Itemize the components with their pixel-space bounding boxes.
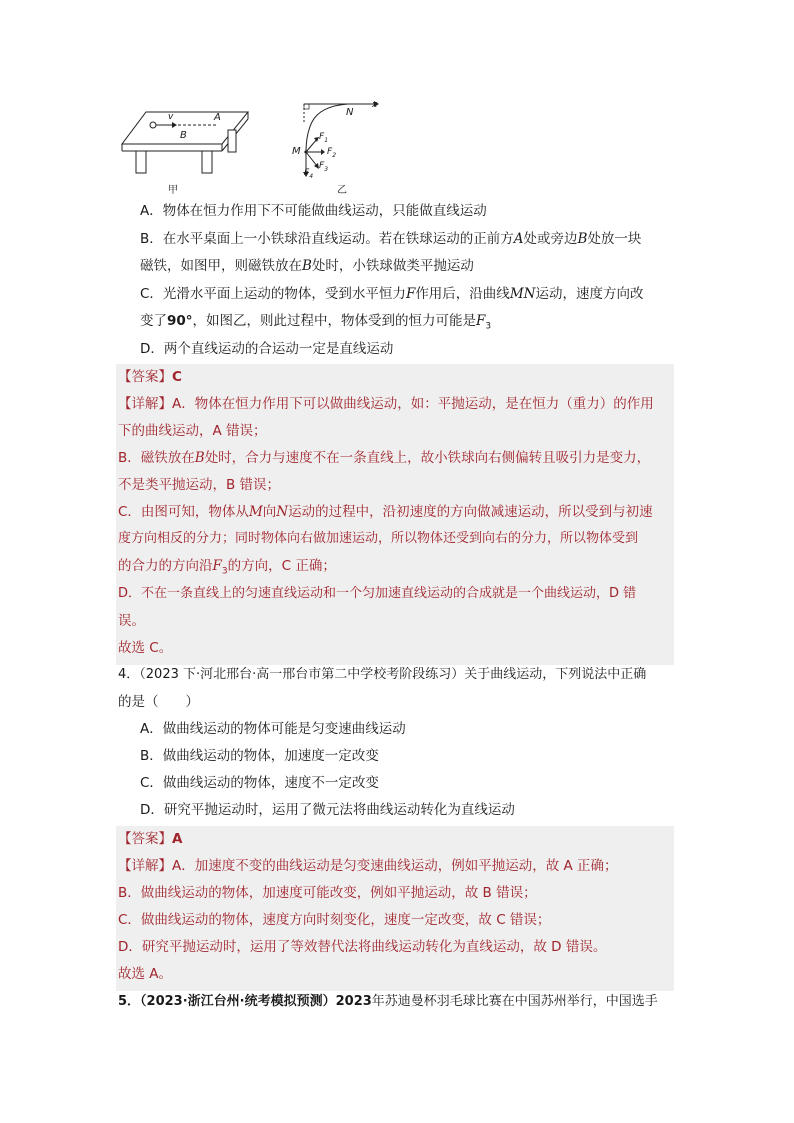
yi-x-label: x bbox=[372, 100, 378, 110]
q3-explain-line-7: 的合力的方向沿$F_3$的方向，C 正确； bbox=[118, 558, 336, 577]
jia-B-label: B bbox=[180, 130, 187, 141]
q3-explain-line-10: 故选 C。 bbox=[118, 640, 173, 656]
yi-caption: 乙 bbox=[337, 185, 347, 196]
jia-v-label: v bbox=[168, 112, 174, 122]
q4-answer-block bbox=[116, 826, 674, 991]
q3-explain-line-8: D．不在一条直线上的匀速直线运动和一个匀加速直线运动的合成就是一个曲线运动，D 错 bbox=[118, 586, 637, 601]
q3-explain-line-6: 度方向相反的分力；同时物体向右做加速运动，所以物体还受到向右的分力，所以物体受到 bbox=[118, 531, 639, 546]
q4-stem-line-1: 4．（2023 下·河北邢台·高一邢台市第二中学校考阶段练习）关于曲线运动，下列说法中正确 bbox=[118, 667, 647, 682]
q4-option-b: B．做曲线运动的物体，加速度一定改变 bbox=[140, 748, 379, 764]
q4-explain-line-5: 故选 A。 bbox=[118, 966, 173, 982]
q4-option-c: C．做曲线运动的物体，速度不一定改变 bbox=[140, 775, 379, 791]
yi-F1-label: $F_1$ bbox=[319, 132, 329, 144]
q4-stem-line-2: 的是（ ） bbox=[118, 694, 199, 710]
q3-explain-line-4: 不是类平抛运动，B 错误； bbox=[118, 477, 281, 493]
yi-M-label: M bbox=[292, 146, 301, 157]
yi-F2-label: $F_2$ bbox=[327, 147, 337, 159]
q3-explain-line-3: B．磁铁放在B处时，合力与速度不在一条直线上，故小铁球向右侧偏转且吸引力是变力， bbox=[118, 450, 651, 466]
q3-option-a: A．物体在恒力作用下不可能做曲线运动，只能做直线运动 bbox=[140, 203, 487, 219]
q3-explain-line-5: C．由图可知，物体从M向N运动的过程中，沿初速度的方向做减速运动，所以受到与初速 bbox=[118, 504, 653, 520]
q4-option-a: A．做曲线运动的物体可能是匀变速曲线运动 bbox=[140, 721, 406, 737]
q3-option-d: D．两个直线运动的合运动一定是直线运动 bbox=[140, 341, 394, 357]
q3-explain-line-2: 下的曲线运动，A 错误； bbox=[118, 423, 267, 439]
figure-jia-table bbox=[118, 108, 253, 178]
q4-explain-line-3: C．做曲线运动的物体，速度方向时刻变化，速度一定改变，故 C 错误； bbox=[118, 912, 551, 928]
jia-A-label: A bbox=[214, 112, 221, 123]
q3-option-c: C．光滑水平面上运动的物体，受到水平恒力F作用后，沿曲线MN运动，速度方向改 bbox=[140, 286, 644, 302]
q5-stem: 5．（2023·浙江台州·统考模拟预测）2023年苏迪曼杯羽毛球比赛在中国苏州举行，中国选手 bbox=[118, 994, 658, 1009]
jia-caption: 甲 bbox=[168, 185, 178, 196]
q4-explain-line-1: 【详解】A．加速度不变的曲线运动是匀变速曲线运动，例如平抛运动，故 A 正确； bbox=[118, 858, 618, 874]
yi-F3-label: $F_3$ bbox=[319, 161, 329, 173]
q3-answer: 【答案】C bbox=[118, 369, 182, 385]
q3-option-b: B．在水平桌面上一小铁球沿直线运动。若在铁球运动的正前方A处或旁边B处放一块 bbox=[140, 231, 642, 247]
yi-N-label: N bbox=[346, 107, 354, 118]
q4-option-d: D．研究平抛运动时，运用了微元法将曲线运动转化为直线运动 bbox=[140, 802, 515, 818]
q3-explain-line-1: 【详解】A．物体在恒力作用下可以做曲线运动，如：平抛运动，是在恒力（重力）的作用 bbox=[118, 396, 654, 412]
yi-F4-label: $F_4$ bbox=[304, 168, 314, 180]
q3-explain-line-9: 误。 bbox=[118, 613, 145, 629]
q3-option-b-cont: 磁铁，如图甲，则磁铁放在B处时，小铁球做类平抛运动 bbox=[140, 258, 474, 274]
q4-explain-line-2: B．做曲线运动的物体，加速度可能改变，例如平抛运动，故 B 错误； bbox=[118, 885, 537, 901]
q4-answer: 【答案】A bbox=[118, 831, 183, 847]
q3-option-c-cont: 变了90°，如图乙，则此过程中，物体受到的恒力可能是$F_3$ bbox=[140, 313, 492, 332]
q4-explain-line-4: D．研究平抛运动时，运用了等效替代法将曲线运动转化为直线运动，故 D 错误。 bbox=[118, 939, 607, 955]
